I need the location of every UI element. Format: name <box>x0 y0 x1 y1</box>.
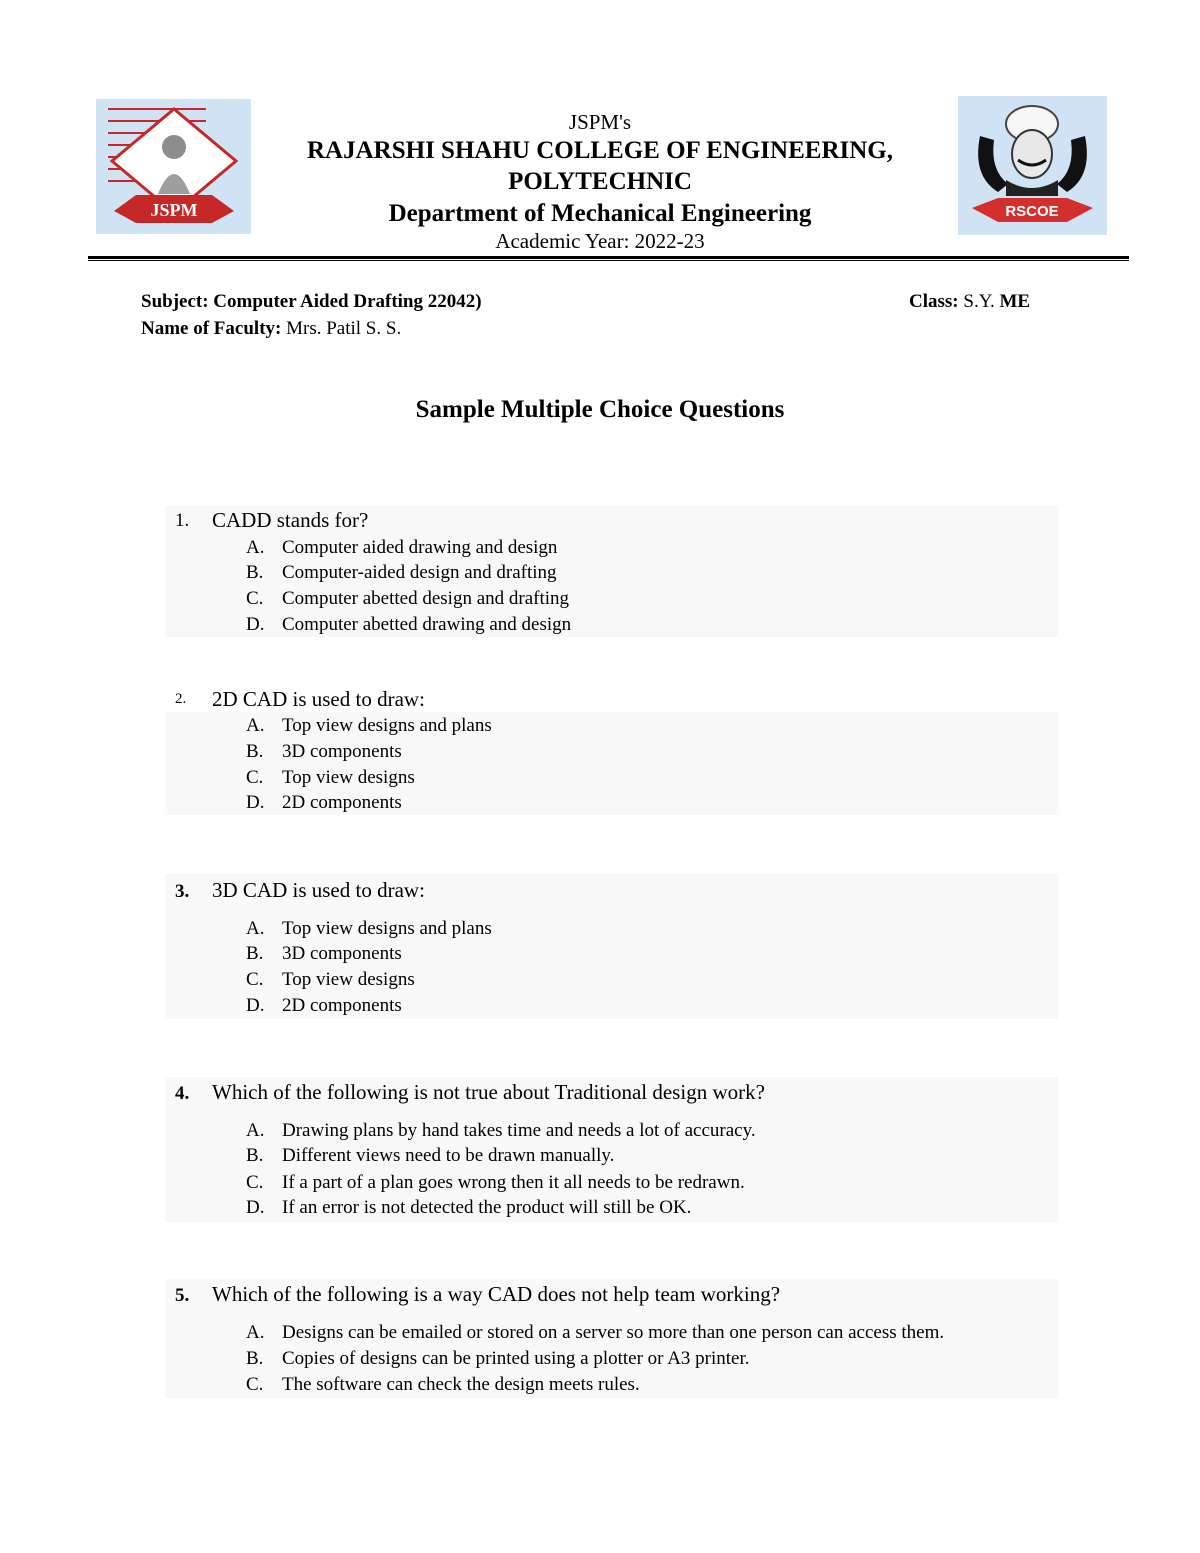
option-item <box>246 537 557 559</box>
option-letter: B. <box>246 741 264 762</box>
option-item <box>246 767 415 789</box>
option-text: 2D components <box>282 792 402 813</box>
option-item <box>246 1197 691 1219</box>
option-letter: A. <box>246 1322 265 1343</box>
academic-year: Academic Year: 2022-23 <box>495 229 705 253</box>
option-item <box>246 715 492 737</box>
option-text: Top view designs <box>282 767 415 788</box>
question-text: CADD stands for? <box>212 508 369 532</box>
rscoe-logo-text: RSCOE <box>1005 203 1059 220</box>
option-text: Designs can be emailed or stored on a server so more than one person can access them. <box>282 1322 945 1343</box>
option-letter: B. <box>246 1145 264 1166</box>
option-text: Computer abetted design and drafting <box>282 588 570 609</box>
option-letter: C. <box>246 1172 264 1193</box>
option-item <box>246 1145 614 1167</box>
option-item <box>246 792 402 814</box>
subject-line <box>141 291 482 313</box>
option-text: Different views need to be drawn manually. <box>282 1145 615 1166</box>
option-item <box>246 1172 745 1194</box>
option-letter: D. <box>246 614 265 635</box>
option-letter: D. <box>246 1197 265 1218</box>
option-text: Computer aided drawing and design <box>282 537 558 558</box>
subject-label: Subject: Computer Aided Drafting 22042) <box>141 291 482 312</box>
option-text: Top view designs and plans <box>282 918 492 939</box>
header-pre-title: JSPM's <box>568 110 632 134</box>
option-text: 3D components <box>282 943 402 964</box>
question-number: 1. <box>175 510 190 531</box>
option-text: Top view designs <box>282 969 415 990</box>
option-letter: C. <box>246 588 264 609</box>
question-text: Which of the following is a way CAD does not help team working? <box>212 1282 781 1306</box>
option-letter: A. <box>246 918 265 939</box>
option-text: Computer abetted drawing and design <box>282 614 572 635</box>
option-letter: A. <box>246 1120 265 1141</box>
class-line <box>909 291 1030 313</box>
option-text: Top view designs and plans <box>282 715 492 736</box>
option-item <box>246 943 402 965</box>
college-name-line2: POLYTECHNIC <box>508 168 692 195</box>
question-text: 2D CAD is used to draw: <box>212 687 425 711</box>
question-number: 5. <box>175 1285 190 1306</box>
option-letter: B. <box>246 1348 264 1369</box>
option-letter: D. <box>246 792 265 813</box>
option-letter: C. <box>246 969 264 990</box>
faculty-line <box>141 318 401 340</box>
option-letter: C. <box>246 767 264 788</box>
faculty-label: Name of Faculty: <box>141 318 282 339</box>
option-item <box>246 614 571 636</box>
option-letter: B. <box>246 943 264 964</box>
question-number: 2. <box>175 691 187 707</box>
option-item <box>246 1120 756 1142</box>
question-number: 3. <box>175 881 190 902</box>
question-text: 3D CAD is used to draw: <box>212 878 425 902</box>
header-divider <box>88 256 1129 261</box>
option-item <box>246 969 415 991</box>
question-text: Which of the following is not true about Traditional design work? <box>212 1080 765 1104</box>
option-letter: B. <box>246 562 264 583</box>
option-item <box>246 1348 750 1370</box>
option-item <box>246 741 402 763</box>
option-item <box>246 562 557 584</box>
question-number: 4. <box>175 1083 190 1104</box>
college-name-line1: RAJARSHI SHAHU COLLEGE OF ENGINEERING, <box>307 137 893 164</box>
option-text: 3D components <box>282 741 402 762</box>
option-item <box>246 995 402 1017</box>
option-text: Drawing plans by hand takes time and needs a lot of accuracy. <box>282 1120 756 1141</box>
department-name: Department of Mechanical Engineering <box>388 200 812 227</box>
document-title: Sample Multiple Choice Questions <box>415 396 785 423</box>
option-letter: A. <box>246 715 265 736</box>
option-item <box>246 918 492 940</box>
option-item <box>246 588 569 610</box>
option-letter: C. <box>246 1374 264 1395</box>
option-text: 2D components <box>282 995 402 1016</box>
option-text: Computer-aided design and drafting <box>282 562 557 583</box>
option-text: If a part of a plan goes wrong then it all needs to be redrawn. <box>282 1172 745 1193</box>
option-text: The software can check the design meets rules. <box>282 1374 640 1395</box>
option-letter: D. <box>246 995 265 1016</box>
option-item <box>246 1322 944 1344</box>
class-value-bold: ME <box>999 291 1031 312</box>
class-value: S.Y. <box>958 291 1000 312</box>
class-label: Class: <box>909 291 959 312</box>
jspm-logo-text: JSPM <box>150 200 198 220</box>
option-letter: A. <box>246 537 265 558</box>
option-text: If an error is not detected the product will still be OK. <box>282 1197 692 1218</box>
option-item <box>246 1374 640 1396</box>
option-text: Copies of designs can be printed using a plotter or A3 printer. <box>282 1348 750 1369</box>
faculty-value: Mrs. Patil S. S. <box>281 318 402 339</box>
